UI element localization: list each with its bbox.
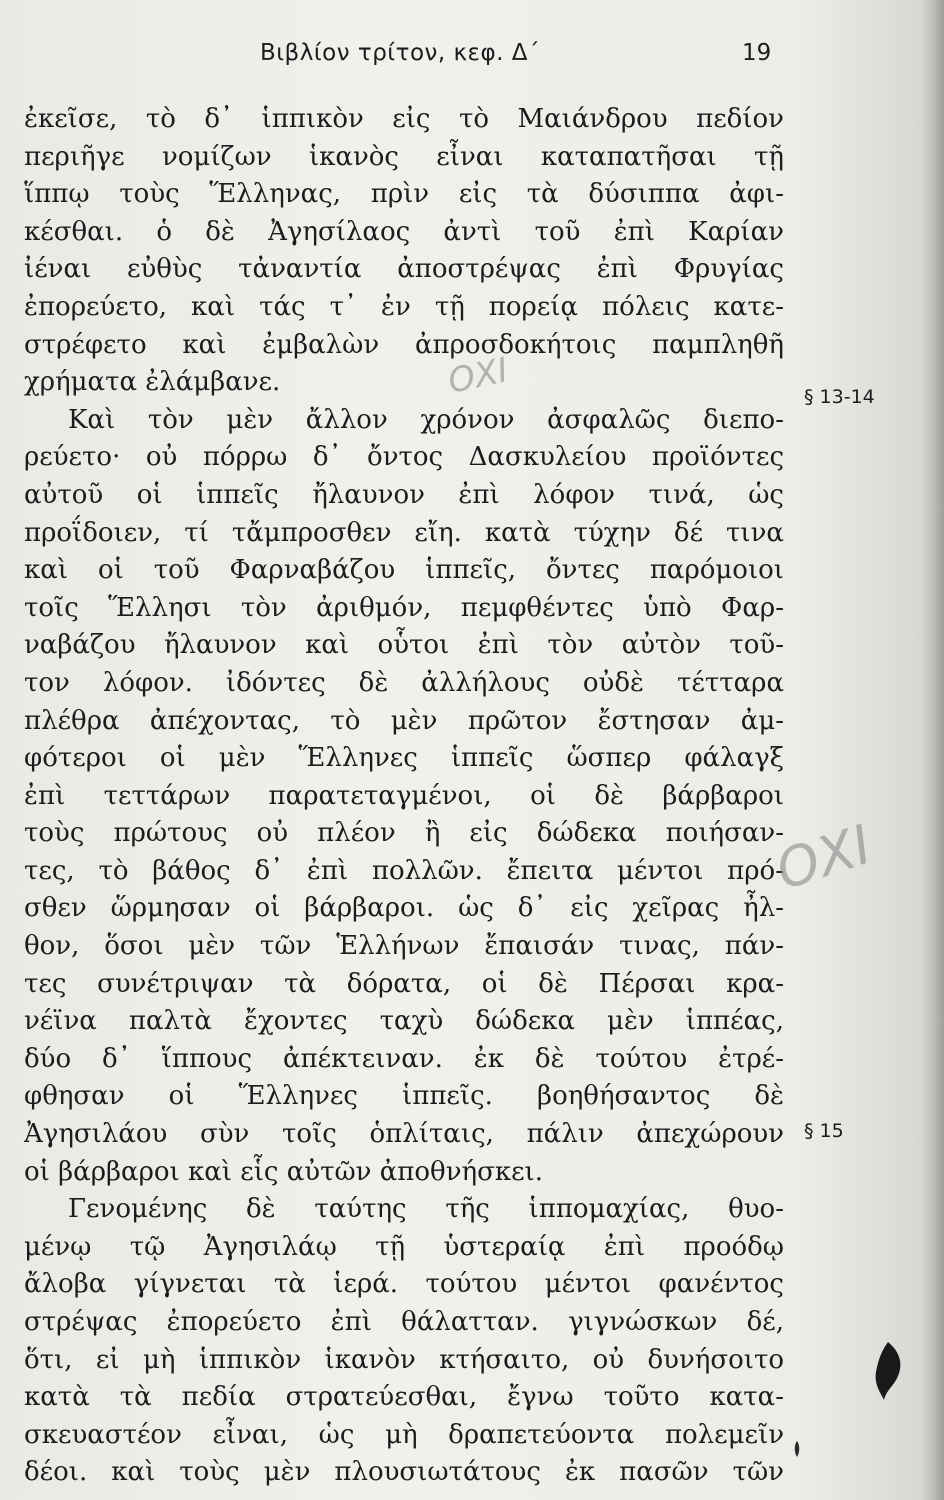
text-line: τες, τὸ βάθος δ᾽ ἐπὶ πολλῶν. ἔπειτα μέντοι πρό- xyxy=(24,855,784,886)
text-line: τοῖς Ἕλλησι τὸν ἀριθμόν, πεμφθέντες ὑπὸ Φαρ- xyxy=(24,592,784,623)
text-line: φότεροι οἱ μὲν Ἕλληνες ἱππεῖς ὥσπερ φάλαγξ xyxy=(24,743,784,774)
text-line: ἰέναι εὐθὺς τἀναντία ἀποστρέψας ἐπὶ Φρυγίας xyxy=(24,254,784,285)
margin-note-section-15: § 15 xyxy=(804,1120,844,1142)
text-line: σκευαστέον εἶναι, ὡς μὴ δραπετεύοντα πολεμεῖν xyxy=(24,1419,784,1450)
text-line: δέοι. καὶ τοὺς μὲν πλουσιωτάτους ἐκ πασῶν τῶν xyxy=(24,1457,784,1488)
text-line: Ἀγησιλάου σὺν τοῖς ὁπλίταις, πάλιν ἀπεχώρουν xyxy=(24,1119,784,1150)
text-line: ρεύετο· οὐ πόρρω δ᾽ ὄντος Δασκυλείου προϊόντες xyxy=(24,442,784,473)
running-head: Βιβλίον τρίτον, κεφ. Δ΄ xyxy=(260,40,540,66)
text-line: φθησαν οἱ Ἕλληνες ἱππεῖς. βοηθήσαντος δὲ xyxy=(24,1081,784,1112)
ink-speck-icon xyxy=(792,1440,802,1458)
pencil-annotation: ΟΧΙ xyxy=(444,350,512,402)
text-line: κατὰ τὰ πεδία στρατεύεσθαι, ἔγνω τοῦτο κατα- xyxy=(24,1382,784,1413)
text-line: τοὺς πρώτους οὐ πλέον ἢ εἰς δώδεκα ποιήσαν- xyxy=(24,818,784,849)
text-line: χρήματα ἐλάμβανε. xyxy=(24,367,281,398)
text-line: ὅτι, εἰ μὴ ἱππικὸν ἱκανὸν κτήσαιτο, οὐ δυνήσοιτο xyxy=(24,1344,784,1375)
text-line: ἄλοβα γίγνεται τὰ ἱερά. τούτου μέντοι φανέντος xyxy=(24,1269,784,1300)
text-line: περιῆγε νομίζων ἱκανὸς εἶναι καταπατῆσαι τῇ xyxy=(24,141,784,172)
body-text xyxy=(24,101,784,1492)
text-line: αὐτοῦ οἱ ἱππεῖς ἤλαυνον ἐπὶ λόφον τινά, ὡς xyxy=(24,479,784,510)
text-line: καὶ οἱ τοῦ Φαρναβάζου ἱππεῖς, ὄντες παρόμοιοι xyxy=(24,555,784,586)
text-line: σθεν ὥρμησαν οἱ βάρβαροι. ὡς δ᾽ εἰς χεῖρας ἦλ- xyxy=(24,893,784,924)
text-line: Γενομένης δὲ ταύτης τῆς ἱππομαχίας, θυο- xyxy=(68,1194,784,1225)
text-line: ἐπορεύετο, καὶ τάς τ᾽ ἐν τῇ πορείᾳ πόλεις κατε- xyxy=(24,291,784,322)
text-line: Καὶ τὸν μὲν ἄλλον χρόνον ἀσφαλῶς διεπο- xyxy=(68,404,784,435)
text-line: ἐκεῖσε, τὸ δ᾽ ἱππικὸν εἰς τὸ Μαιάνδρου πεδίον xyxy=(24,104,784,134)
text-line: νέϊνα παλτὰ ἔχοντες ταχὺ δώδεκα μὲν ἱππέας, xyxy=(24,1006,784,1037)
text-line: ἐπὶ τεττάρων παρατεταγμένοι, οἱ δὲ βάρβαροι xyxy=(24,780,784,811)
text-line: προΐδοιεν, τί τἄμπροσθεν εἴη. κατὰ τύχην δέ τινα xyxy=(24,517,784,548)
text-line: κέσθαι. ὁ δὲ Ἀγησίλαος ἀντὶ τοῦ ἐπὶ Καρίαν xyxy=(24,216,784,247)
text-line: τον λόφον. ἰδόντες δὲ ἀλλήλους οὐδὲ τέτταρα xyxy=(24,667,784,698)
text-line: ναβάζου ἤλαυνον καὶ οὗτοι ἐπὶ τὸν αὐτὸν τοῦ- xyxy=(24,630,784,661)
ink-blot-icon xyxy=(868,1340,908,1410)
margin-note-section-13-14: § 13-14 xyxy=(804,386,875,408)
text-line: πλέθρα ἀπέχοντας, τὸ μὲν πρῶτον ἔστησαν ἀμ- xyxy=(24,705,784,736)
text-line: στρέφετο καὶ ἐμβαλὼν ἀπροσδοκήτοις παμπληθῆ xyxy=(24,329,784,360)
text-line: δύο δ᾽ ἵππους ἀπέκτειναν. ἐκ δὲ τούτου ἐτρέ- xyxy=(24,1043,784,1074)
text-line: ἵππῳ τοὺς Ἕλληνας, πρὶν εἰς τὰ δύσιππα ἀφι- xyxy=(24,179,784,210)
text-line: στρέψας ἐπορεύετο ἐπὶ θάλατταν. γιγνώσκων δέ, xyxy=(24,1307,784,1337)
text-line: τες συνέτριψαν τὰ δόρατα, οἱ δὲ Πέρσαι κρα- xyxy=(24,968,784,999)
page-number: 19 xyxy=(742,40,772,66)
text-line: θον, ὅσοι μὲν τῶν Ἑλλήνων ἔπαισάν τινας, πάν- xyxy=(24,931,784,962)
pencil-annotation: ΟΧΙ xyxy=(768,812,879,903)
page-edge-shadow xyxy=(922,0,944,1500)
text-line: μένῳ τῷ Ἀγησιλάῳ τῇ ὑστεραίᾳ ἐπὶ προόδῳ xyxy=(24,1231,784,1262)
text-line: οἱ βάρβαροι καὶ εἷς αὐτῶν ἀποθνήσκει. xyxy=(24,1156,544,1187)
